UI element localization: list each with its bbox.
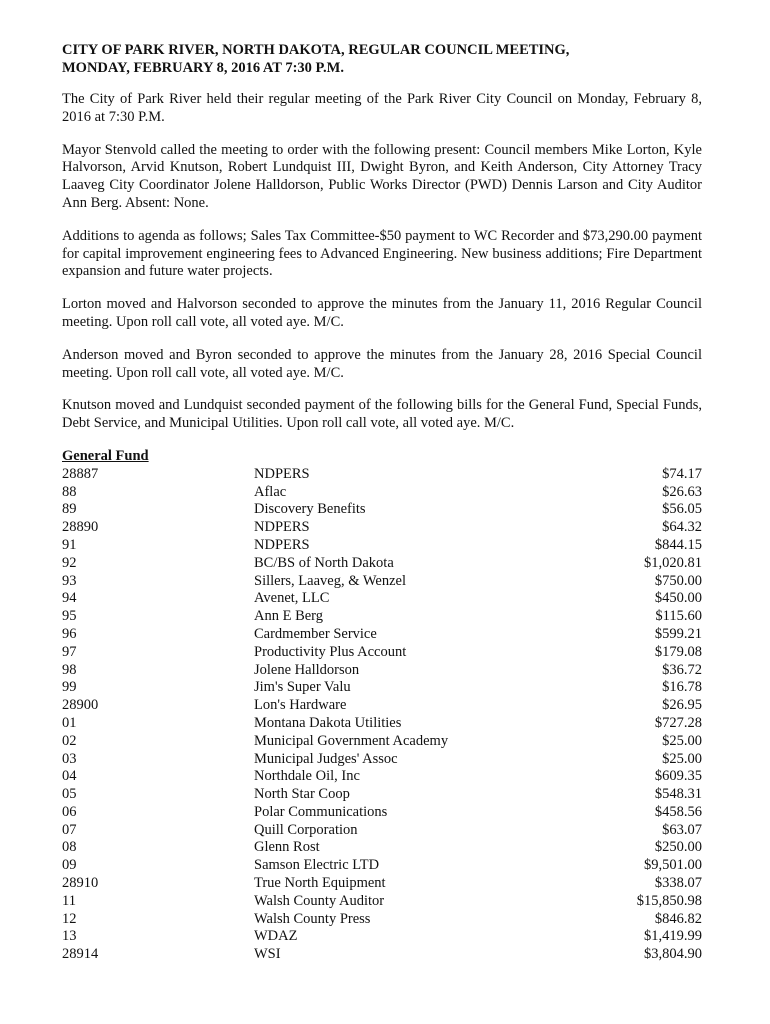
vendor-name: Discovery Benefits xyxy=(254,501,366,518)
table-row xyxy=(62,733,702,751)
table-row xyxy=(62,644,702,662)
amount: $1,020.81 xyxy=(644,554,702,571)
vendor-name: WSI xyxy=(254,946,281,963)
amount: $26.63 xyxy=(662,483,702,500)
document-title xyxy=(62,41,702,77)
table-row xyxy=(62,715,702,733)
vendor-name: Productivity Plus Account xyxy=(254,643,407,660)
vendor-name: Municipal Government Academy xyxy=(254,732,449,749)
table-row xyxy=(62,839,702,857)
table-row xyxy=(62,946,702,964)
amount: $450.00 xyxy=(654,590,702,607)
amount: $548.31 xyxy=(654,786,702,803)
amount: $458.56 xyxy=(654,803,702,820)
check-number: 94 xyxy=(62,590,77,607)
general-fund-table xyxy=(62,466,702,964)
check-number: 07 xyxy=(62,821,77,838)
amount: $56.05 xyxy=(662,501,702,518)
table-row xyxy=(62,484,702,502)
check-number: 04 xyxy=(62,768,77,785)
table-row xyxy=(62,911,702,929)
check-number: 03 xyxy=(62,750,77,767)
amount: $16.78 xyxy=(662,679,702,696)
vendor-name: Municipal Judges' Assoc xyxy=(254,750,398,767)
vendor-name: True North Equipment xyxy=(254,875,386,892)
amount: $25.00 xyxy=(662,732,702,749)
table-row xyxy=(62,608,702,626)
paragraph-attendance: Mayor Stenvold called the meeting to order with the following present: Council members Mike Lorton, Kyle Halvorson, Arvid Knutson, Robert Lundquist III, Dwight Byron, and Keith Anderson, City Attorney Tracy Laaveg City Coordinator Jolene Halldorson, Public Works Director (PWD) Dennis Larson and City Auditor Ann Berg. Absent: None. xyxy=(62,141,702,211)
check-number: 02 xyxy=(62,732,77,749)
check-number: 28914 xyxy=(62,946,99,963)
check-number: 99 xyxy=(62,679,77,696)
vendor-name: BC/BS of North Dakota xyxy=(254,554,394,571)
vendor-name: Sillers, Laaveg, & Wenzel xyxy=(254,572,406,589)
check-number: 01 xyxy=(62,714,77,731)
check-number: 28900 xyxy=(62,697,99,714)
table-row xyxy=(62,875,702,893)
title-line-2: MONDAY, FEBRUARY 8, 2016 AT 7:30 P.M. xyxy=(62,60,344,76)
amount: $1,419.99 xyxy=(644,928,702,945)
table-row xyxy=(62,804,702,822)
amount: $844.15 xyxy=(654,536,702,553)
table-row xyxy=(62,501,702,519)
amount: $25.00 xyxy=(662,750,702,767)
vendor-name: Jim's Super Valu xyxy=(254,679,351,696)
amount: $9,501.00 xyxy=(644,857,702,874)
amount: $338.07 xyxy=(654,875,702,892)
paragraph-special-minutes: Anderson moved and Byron seconded to approve the minutes from the January 28, 2016 Special Council meeting. Upon roll call vote, all voted aye. M/C. xyxy=(62,346,702,381)
check-number: 06 xyxy=(62,803,77,820)
vendor-name: North Star Coop xyxy=(254,786,350,803)
check-number: 28910 xyxy=(62,875,99,892)
amount: $179.08 xyxy=(654,643,702,660)
check-number: 92 xyxy=(62,554,77,571)
table-row xyxy=(62,697,702,715)
amount: $3,804.90 xyxy=(644,946,702,963)
amount: $750.00 xyxy=(654,572,702,589)
table-row xyxy=(62,893,702,911)
check-number: 08 xyxy=(62,839,77,856)
amount: $599.21 xyxy=(654,625,702,642)
check-number: 93 xyxy=(62,572,77,589)
check-number: 91 xyxy=(62,536,77,553)
amount: $74.17 xyxy=(662,465,702,482)
table-row xyxy=(62,466,702,484)
amount: $115.60 xyxy=(655,608,702,625)
check-number: 97 xyxy=(62,643,77,660)
vendor-name: NDPERS xyxy=(254,536,310,553)
amount: $609.35 xyxy=(654,768,702,785)
vendor-name: Ann E Berg xyxy=(254,608,324,625)
vendor-name: Cardmember Service xyxy=(254,625,377,642)
table-row xyxy=(62,555,702,573)
table-row xyxy=(62,928,702,946)
vendor-name: Northdale Oil, Inc xyxy=(254,768,360,785)
vendor-name: WDAZ xyxy=(254,928,298,945)
title-line-1: CITY OF PARK RIVER, NORTH DAKOTA, REGULAR COUNCIL MEETING, xyxy=(62,42,570,58)
vendor-name: Montana Dakota Utilities xyxy=(254,714,402,731)
check-number: 28890 xyxy=(62,519,99,536)
table-row xyxy=(62,822,702,840)
table-row xyxy=(62,519,702,537)
check-number: 96 xyxy=(62,625,77,642)
vendor-name: Walsh County Press xyxy=(254,910,371,927)
amount: $36.72 xyxy=(662,661,702,678)
vendor-name: NDPERS xyxy=(254,519,310,536)
amount: $26.95 xyxy=(662,697,702,714)
general-fund-rows xyxy=(62,466,702,964)
table-row xyxy=(62,768,702,786)
check-number: 95 xyxy=(62,608,77,625)
vendor-name: Quill Corporation xyxy=(254,821,358,838)
table-row xyxy=(62,573,702,591)
check-number: 89 xyxy=(62,501,77,518)
check-number: 05 xyxy=(62,786,77,803)
vendor-name: Lon's Hardware xyxy=(254,697,347,714)
check-number: 13 xyxy=(62,928,77,945)
paragraph-agenda-additions: Additions to agenda as follows; Sales Tax Committee-$50 payment to WC Recorder and $73,290.00 payment for capital improvement engineering fees to Advanced Engineering. New business additions; Fire Department expansion and future water projects. xyxy=(62,227,702,280)
check-number: 28887 xyxy=(62,465,99,482)
check-number: 09 xyxy=(62,857,77,874)
check-number: 11 xyxy=(62,892,76,909)
vendor-name: Jolene Halldorson xyxy=(254,661,360,678)
vendor-name: Walsh County Auditor xyxy=(254,892,385,909)
table-row xyxy=(62,751,702,769)
table-row xyxy=(62,590,702,608)
check-number: 12 xyxy=(62,910,77,927)
paragraph-regular-minutes: Lorton moved and Halvorson seconded to approve the minutes from the January 11, 2016 Regular Council meeting. Upon roll call vote, all voted aye. M/C. xyxy=(62,296,702,330)
amount: $727.28 xyxy=(654,714,702,731)
amount: $63.07 xyxy=(662,821,702,838)
vendor-name: Glenn Rost xyxy=(254,839,320,856)
vendor-name: Avenet, LLC xyxy=(254,590,330,607)
amount: $846.82 xyxy=(654,910,702,927)
table-row xyxy=(62,537,702,555)
paragraph-meeting-held: The City of Park River held their regular meeting of the Park River City Council on Monday, February 8, 2016 at 7:30 P.M. xyxy=(62,91,702,125)
amount: $15,850.98 xyxy=(636,892,702,909)
vendor-name: Samson Electric LTD xyxy=(254,857,380,874)
table-row xyxy=(62,857,702,875)
check-number: 98 xyxy=(62,661,77,678)
amount: $250.00 xyxy=(654,839,702,856)
vendor-name: Polar Communications xyxy=(254,803,388,820)
amount: $64.32 xyxy=(662,519,702,536)
vendor-name: NDPERS xyxy=(254,465,310,482)
general-fund-heading: General Fund xyxy=(62,447,149,464)
table-row xyxy=(62,679,702,697)
check-number: 88 xyxy=(62,483,77,500)
table-row xyxy=(62,626,702,644)
table-row xyxy=(62,786,702,804)
vendor-name: Aflac xyxy=(254,483,287,500)
table-row xyxy=(62,662,702,680)
paragraph-bills-payment: Knutson moved and Lundquist seconded payment of the following bills for the General Fund, Special Funds, Debt Service, and Municipal Utilities. Upon roll call vote, all voted aye. M/C. xyxy=(62,397,702,432)
